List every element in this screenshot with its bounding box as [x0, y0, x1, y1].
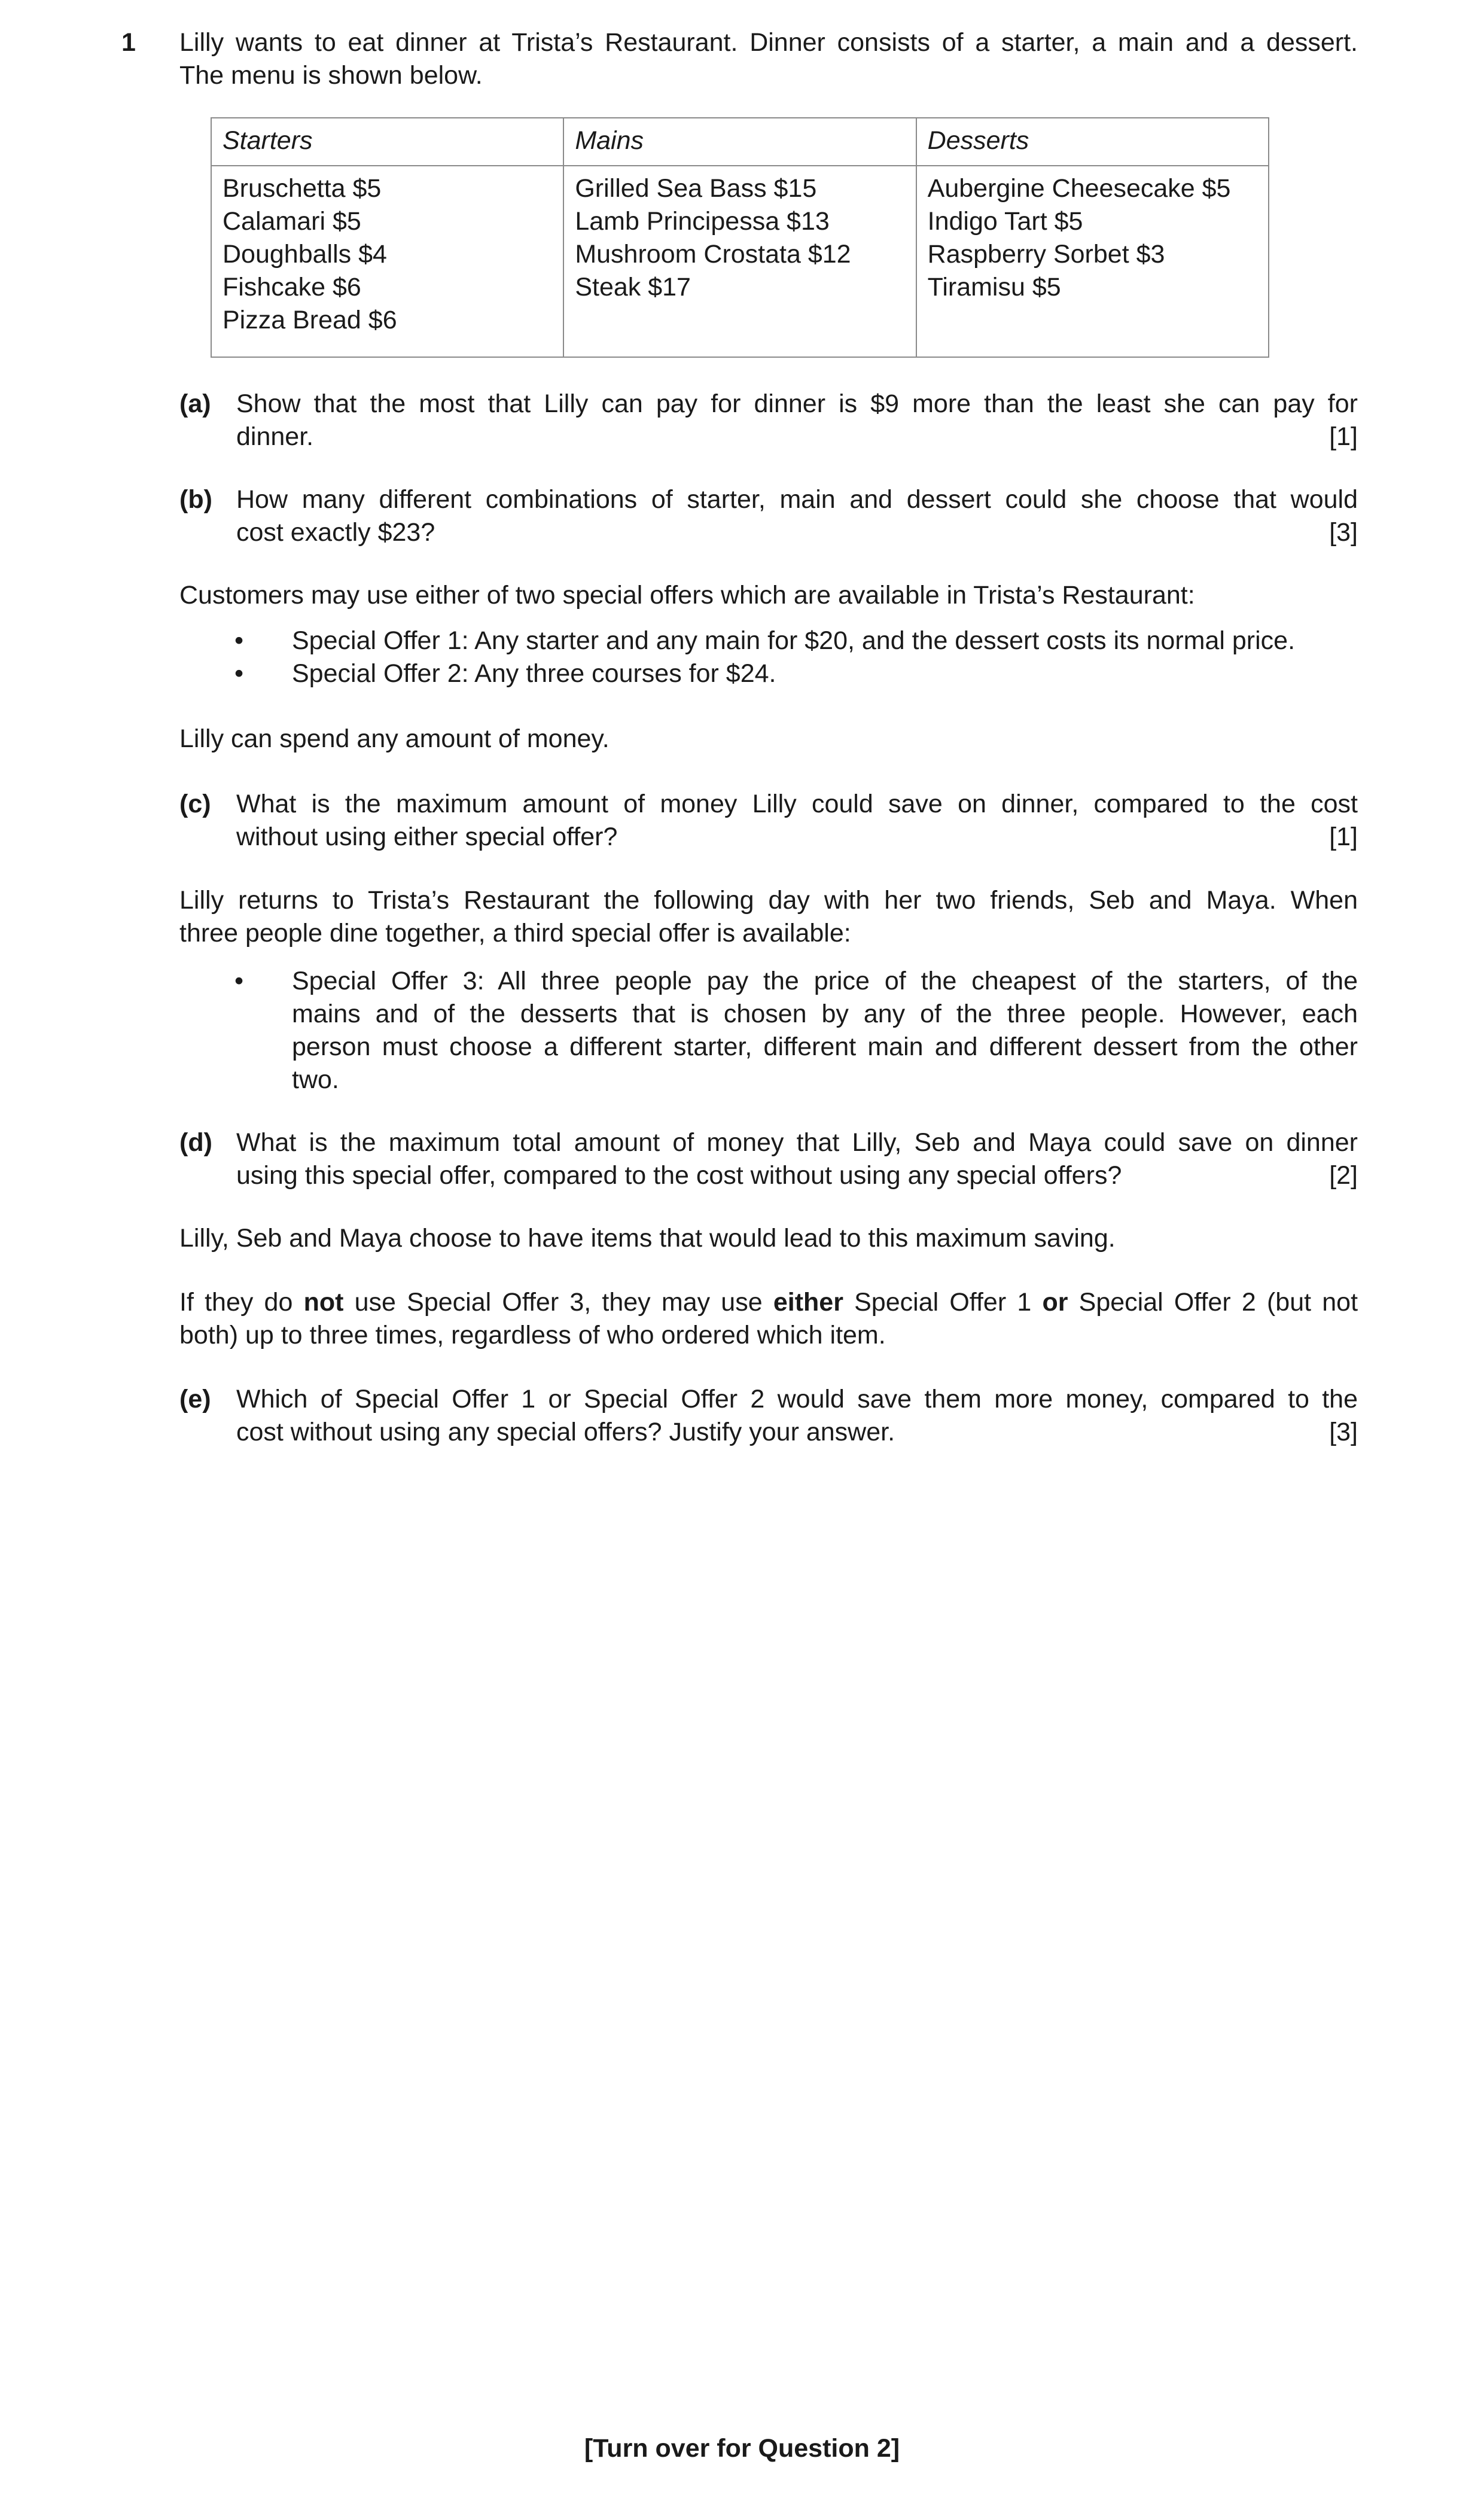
choose-note: Lilly, Seb and Maya choose to have items that would lead to this maximum saving. — [179, 1224, 1116, 1253]
mains-cell — [563, 166, 916, 357]
menu-item: Bruschetta $5 — [223, 174, 382, 203]
part-b — [179, 483, 1358, 549]
offer-3 — [234, 965, 1358, 1096]
bullet-dot: • — [234, 626, 244, 655]
offer-rule-line-2: both) up to three times, regardless of who ordered which item. — [179, 1321, 886, 1350]
question-number: 1 — [121, 28, 136, 57]
menu-table — [211, 117, 1269, 358]
part-d-line-1: What is the maximum total amount of money that Lilly, Seb and Maya could save on dinner — [236, 1128, 1358, 1157]
intro-line-1: Lilly wants to eat dinner at Trista’s Restaurant. Dinner consists of a starter, a main and a dessert. — [179, 28, 1358, 57]
menu-item: Steak $17 — [575, 273, 691, 301]
turn-over-footer: [Turn over for Question 2] — [584, 2434, 900, 2463]
return-paragraph — [179, 884, 1358, 950]
menu-item: Raspberry Sorbet $3 — [927, 240, 1165, 269]
menu-item: Lamb Principessa $13 — [575, 207, 830, 236]
part-d — [179, 1126, 1358, 1192]
menu-header-row — [211, 118, 1269, 166]
menu-item: Aubergine Cheesecake $5 — [927, 174, 1231, 203]
menu-item: Indigo Tart $5 — [927, 207, 1083, 236]
part-label: (d) — [179, 1128, 212, 1157]
part-c-line-2: without using either special offer? [1] — [236, 821, 1358, 854]
part-c — [179, 788, 1358, 854]
offers-list — [234, 625, 1358, 690]
menu-item: Doughballs $4 — [223, 240, 387, 269]
offer-3-bullet — [234, 965, 1358, 1096]
header-mains: Mains — [563, 118, 916, 166]
marks: [3] — [1329, 1418, 1358, 1446]
offer-3-line-1: Special Offer 3: All three people pay the price of the cheapest of the starters, of the — [292, 967, 1358, 995]
part-e-line-2: cost without using any special offers? Justify your answer. [3] — [236, 1416, 1358, 1449]
return-line-2: three people dine together, a third special offer is available: — [179, 919, 851, 948]
part-b-line-2: cost exactly $23? [3] — [236, 516, 1358, 549]
menu-item: Mushroom Crostata $12 — [575, 240, 851, 269]
return-line-1: Lilly returns to Trista’s Restaurant the following day with her two friends, Seb and Maya. When — [179, 886, 1358, 915]
header-desserts: Desserts — [916, 118, 1269, 166]
marks: [1] — [1329, 422, 1358, 451]
part-label: (e) — [179, 1385, 211, 1414]
part-label: (c) — [179, 790, 211, 818]
spend-note: Lilly can spend any amount of money. — [179, 724, 610, 753]
marks: [2] — [1329, 1161, 1358, 1190]
marks: [1] — [1329, 823, 1358, 851]
starters-cell — [211, 166, 563, 357]
bullet-dot: • — [234, 967, 244, 995]
menu-items-row — [211, 166, 1269, 357]
menu-item: Tiramisu $5 — [927, 273, 1061, 301]
menu-item: Grilled Sea Bass $15 — [575, 174, 817, 203]
offers-intro: Customers may use either of two special offers which are available in Trista’s Restaurant: — [179, 581, 1195, 610]
offer-rule-paragraph — [179, 1286, 1358, 1352]
part-e-line-1: Which of Special Offer 1 or Special Offer 2 would save them more money, compared to the — [236, 1385, 1358, 1414]
part-c-line-1: What is the maximum amount of money Lilly could save on dinner, compared to the cost — [236, 790, 1358, 818]
part-d-line-2: using this special offer, compared to the cost without using any special offers? [2] — [236, 1159, 1358, 1192]
menu-item: Calamari $5 — [223, 207, 361, 236]
part-b-line-1: How many different combinations of starter, main and dessert could she choose that would — [236, 485, 1358, 514]
menu-item: Pizza Bread $6 — [223, 306, 397, 334]
emphasis-or: or — [1042, 1288, 1068, 1317]
emphasis-either: either — [773, 1288, 843, 1317]
part-a — [179, 388, 1358, 453]
intro-line-2: The menu is shown below. — [179, 61, 483, 90]
offer-2: • Special Offer 2: Any three courses for $24. — [234, 657, 1358, 690]
marks: [3] — [1329, 518, 1358, 547]
bullet-dot: • — [234, 659, 244, 688]
offer-3-line-3: person must choose a different starter, different main and different dessert from the other — [292, 1032, 1358, 1061]
part-a-line-2: dinner. [1] — [236, 421, 1358, 453]
emphasis-not: not — [303, 1288, 344, 1317]
offer-1: • Special Offer 1: Any starter and any main for $20, and the dessert costs its normal price. — [234, 625, 1358, 657]
question-intro — [179, 26, 1358, 92]
part-e — [179, 1383, 1358, 1449]
menu-item: Fishcake $6 — [223, 273, 361, 301]
desserts-cell — [916, 166, 1269, 357]
part-label: (a) — [179, 389, 211, 418]
offer-3-line-2: mains and of the desserts that is chosen by any of the three people. However, each — [292, 1000, 1358, 1028]
offer-3-line-4: two. — [292, 1065, 339, 1094]
part-a-line-1: Show that the most that Lilly can pay for dinner is $9 more than the least she can pay for — [236, 389, 1358, 418]
offer-rule-line-1: If they do not use Special Offer 3, they may use either Special Offer 1 or Special Offer 2 (but not — [179, 1288, 1358, 1317]
part-label: (b) — [179, 485, 212, 514]
header-starters: Starters — [211, 118, 563, 166]
